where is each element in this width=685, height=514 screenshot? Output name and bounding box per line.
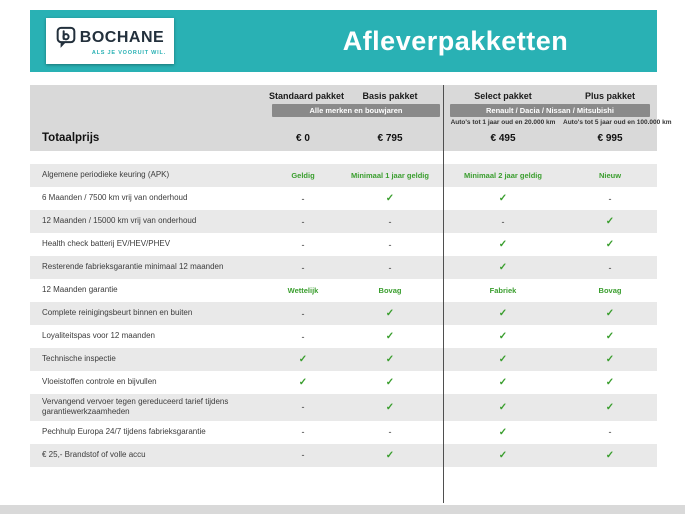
badge-all-brands: Alle merken en bouwjaren: [272, 104, 440, 117]
subnote-select: Auto's tot 1 jaar oud en 20.000 km: [450, 119, 556, 126]
feature-label: Health check batterij EV/HEV/PHEV: [42, 239, 171, 249]
total-price-value-select: € 495: [490, 132, 516, 144]
check-icon: ✓: [498, 262, 508, 273]
check-icon: ✓: [385, 354, 395, 365]
dash-value: -: [301, 216, 305, 227]
table-row: [30, 444, 657, 467]
check-icon: ✓: [605, 216, 615, 227]
check-icon: ✓: [385, 377, 395, 388]
check-icon: ✓: [605, 377, 615, 388]
dash-value: -: [301, 331, 305, 342]
feature-label: Vervangend vervoer tegen gereduceerd tarief tijdens garantiewerkzaamheden: [42, 397, 229, 417]
feature-value: Bovag: [598, 286, 622, 295]
feature-label: 12 Maanden / 15000 km vrij van onderhoud: [42, 216, 197, 226]
header-rows-gap: [30, 151, 657, 164]
total-price-value-basis: € 795: [377, 132, 403, 144]
subnote-plus: Auto's tot 5 jaar oud en 100.000 km: [563, 119, 672, 126]
column-header-standaard: Standaard pakket: [269, 91, 345, 101]
bochane-logo-icon: [56, 26, 76, 49]
column-header-basis: Basis pakket: [362, 91, 418, 101]
table-row: [30, 302, 657, 325]
feature-value: Nieuw: [598, 171, 622, 180]
dash-value: -: [301, 450, 305, 461]
feature-label: Vloeistoffen controle en bijvullen: [42, 377, 157, 387]
dash-value: -: [388, 239, 392, 250]
feature-label: € 25,- Brandstof of volle accu: [42, 450, 146, 460]
check-icon: ✓: [498, 449, 508, 461]
check-icon: ✓: [498, 354, 508, 365]
feature-value: Wettelijk: [287, 286, 319, 295]
feature-label: 6 Maanden / 7500 km vrij van onderhoud: [42, 193, 188, 203]
dash-value: -: [301, 308, 305, 319]
feature-label: 12 Maanden garantie: [42, 285, 118, 295]
table-row: [30, 421, 657, 444]
feature-value: Minimaal 1 jaar geldig: [351, 171, 429, 180]
check-icon: ✓: [605, 308, 615, 319]
table-row: [30, 279, 657, 302]
feature-label: Loyaliteitspas voor 12 maanden: [42, 331, 155, 341]
check-icon: ✓: [498, 331, 508, 342]
dash-value: -: [301, 262, 305, 273]
check-icon: ✓: [605, 449, 615, 461]
check-icon: ✓: [498, 377, 508, 388]
column-header-select: Select pakket: [474, 91, 532, 101]
table-row: [30, 394, 657, 421]
feature-value: Minimaal 2 jaar geldig: [464, 171, 542, 180]
dash-value: -: [388, 262, 392, 273]
check-icon: ✓: [498, 401, 508, 413]
feature-label: Resterende fabrieksgarantie minimaal 12 maanden: [42, 262, 224, 272]
check-icon: ✓: [605, 401, 615, 413]
feature-value: Fabriek: [489, 286, 517, 295]
check-icon: ✓: [498, 308, 508, 319]
total-price-value-plus: € 995: [597, 132, 623, 144]
badge-brands: Renault / Dacia / Nissan / Mitsubishi: [450, 104, 650, 117]
check-icon: ✓: [605, 354, 615, 365]
feature-label: Complete reinigingsbeurt binnen en buiten: [42, 308, 193, 318]
logo-name: BOCHANE: [79, 28, 165, 46]
check-icon: ✓: [298, 354, 308, 365]
dash-value: -: [301, 427, 305, 438]
dash-value: -: [608, 262, 612, 273]
feature-label: Algemene periodieke keuring (APK): [42, 170, 170, 180]
dash-value: -: [388, 427, 392, 438]
feature-label: Technische inspectie: [42, 354, 116, 364]
dash-value: -: [301, 402, 305, 413]
table-header: [30, 85, 672, 151]
packages-table: [30, 85, 672, 467]
column-header-plus: Plus pakket: [584, 91, 636, 101]
page-title: Afleverpakketten: [342, 25, 569, 56]
check-icon: ✓: [385, 401, 395, 413]
check-icon: ✓: [605, 239, 615, 250]
bottom-bar: [0, 505, 685, 514]
check-icon: ✓: [385, 449, 395, 461]
check-icon: ✓: [298, 377, 308, 388]
header-banner: [30, 10, 657, 72]
column-divider: [443, 85, 444, 503]
dash-value: -: [301, 193, 305, 204]
table-row: [30, 325, 657, 348]
table-row: [30, 371, 657, 394]
check-icon: ✓: [385, 308, 395, 319]
feature-label: Pechhulp Europa 24/7 tijdens fabrieksgarantie: [42, 427, 206, 437]
total-price-value-standaard: € 0: [296, 132, 310, 144]
logo: [46, 18, 174, 64]
check-icon: ✓: [498, 239, 508, 250]
table-row: [30, 210, 657, 233]
table-row: [30, 164, 657, 187]
dash-value: -: [501, 216, 505, 227]
dash-value: -: [301, 239, 305, 250]
check-icon: ✓: [498, 193, 508, 204]
dash-value: -: [388, 216, 392, 227]
logo-tagline: ALS JE VOORUIT WIL.: [91, 50, 166, 56]
check-icon: ✓: [385, 193, 395, 204]
check-icon: ✓: [385, 331, 395, 342]
table-row: [30, 348, 657, 371]
check-icon: ✓: [498, 426, 508, 438]
feature-value: Bovag: [378, 286, 402, 295]
check-icon: ✓: [605, 331, 615, 342]
total-price-label: Totaalprijs: [42, 132, 100, 144]
dash-value: -: [608, 427, 612, 438]
table-row: [30, 187, 657, 210]
feature-rows: [30, 164, 657, 467]
dash-value: -: [608, 193, 612, 204]
table-row: [30, 233, 657, 256]
feature-value: Geldig: [291, 171, 315, 180]
table-row: [30, 256, 657, 279]
